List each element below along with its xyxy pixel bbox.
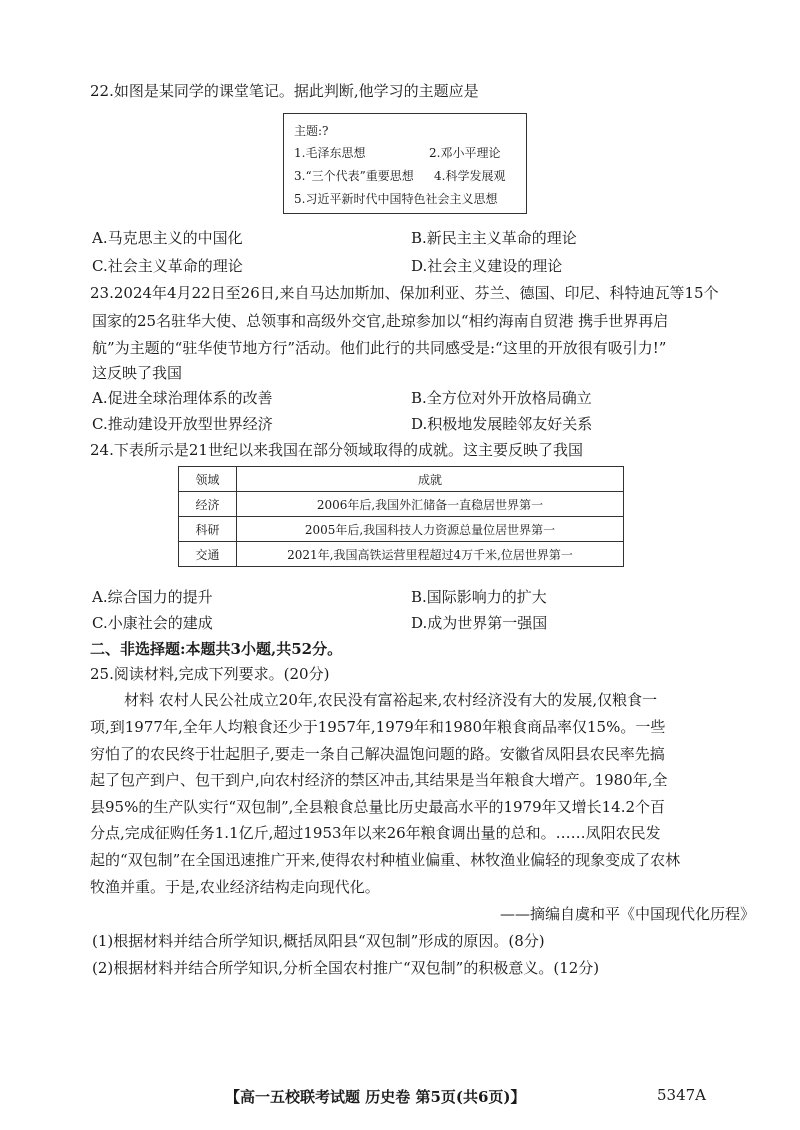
- q22-option-b: B.新民主主义革命的理论: [411, 229, 577, 247]
- q23-option-a: A.促进全球治理体系的改善: [92, 389, 273, 407]
- table-cell: 2005年后,我国科技人力资源总量位居世界第一: [237, 517, 624, 542]
- q23-option-b: B.全方位对外开放格局确立: [411, 389, 592, 407]
- table-header-row: [179, 467, 624, 492]
- q24-stem: 24.下表所示是21世纪以来我国在部分领域取得的成就。这主要反映了我国: [90, 441, 583, 459]
- table-cell: 交通: [179, 542, 237, 567]
- footer-title: 【高一五校联考试题 历史卷 第5页(共6页)】: [225, 1088, 526, 1106]
- table-cell: 2021年,我国高铁运营里程超过4万千米,位居世界第一: [237, 542, 624, 567]
- achievement-table: [178, 466, 624, 567]
- q24-option-b: B.国际影响力的扩大: [411, 588, 547, 606]
- q23-stem-line: 这反映了我国: [92, 364, 183, 382]
- table-header-cell: 领域: [179, 467, 237, 492]
- q25-stem: 25.阅读材料,完成下列要求。(20分): [90, 665, 330, 683]
- table-cell: 经济: [179, 492, 237, 517]
- q23-stem-line: 航”为主题的“驻华使节地方行”活动。他们此行的共同感受是:“这里的开放很有吸引力!”: [92, 339, 667, 357]
- material-line: 县95%的生产队实行“双包制”,全县粮食总量比历史最高水平的1979年又增长14.2个百: [90, 798, 666, 816]
- q23-stem-line: 23.2024年4月22日至26日,来自马达加斯加、保加利亚、芬兰、德国、印尼、科特迪瓦等15个: [90, 284, 719, 302]
- q23-option-d: D.积极地发展睦邻友好关系: [411, 415, 593, 433]
- material-line: 项,到1977年,全年人均粮食还少于1957年,1979年和1980年粮食商品率仅15%。一些: [90, 718, 666, 736]
- table-row: [179, 492, 624, 517]
- material-line: 穷怕了的农民终于壮起胆子,要走一条自己解决温饱问题的路。安徽省凤阳县农民率先搞: [90, 745, 665, 763]
- q23-stem-line: 国家的25名驻华大使、总领事和高级外交官,赴琼参加以“相约海南自贸港 携手世界再启: [92, 312, 669, 330]
- q24-option-c: C.小康社会的建成: [92, 614, 213, 632]
- table-header-cell: 成就: [237, 467, 624, 492]
- q25-sub-question: (2)根据材料并结合所学知识,分析全国农村推广“双包制”的积极意义。(12分): [92, 959, 600, 977]
- q23-option-c: C.推动建设开放型世界经济: [92, 415, 273, 433]
- q22-option-c: C.社会主义革命的理论: [92, 257, 243, 275]
- note-title: 主题:?: [294, 124, 329, 138]
- q24-option-a: A.综合国力的提升: [92, 588, 213, 606]
- section-heading: 二、非选择题:本题共3小题,共52分。: [90, 640, 343, 658]
- q24-option-d: D.成为世界第一强国: [411, 614, 548, 632]
- q22-option-d: D.社会主义建设的理论: [411, 257, 563, 275]
- material-line: 起的“双包制”在全国迅速推广开来,使得农村种植业偏重、林牧渔业偏轻的现象变成了农林: [90, 851, 681, 869]
- q25-sub-question: (1)根据材料并结合所学知识,概括凤阳县“双包制”形成的原因。(8分): [92, 932, 545, 950]
- q22-option-a: A.马克思主义的中国化: [92, 229, 243, 247]
- note-item: 3.“三个代表”重要思想: [294, 169, 414, 183]
- footer-code: 5347A: [657, 1086, 707, 1104]
- table-row: [179, 517, 624, 542]
- q22-stem: 22.如图是某同学的课堂笔记。据此判断,他学习的主题应是: [90, 82, 479, 100]
- note-item: 4.科学发展观: [434, 169, 506, 183]
- class-note-box: [283, 113, 527, 214]
- material-line: 材料 农村人民公社成立20年,农民没有富裕起来,农村经济没有大的发展,仅粮食一: [124, 691, 658, 709]
- note-item: 1.毛泽东思想: [294, 146, 366, 160]
- table-cell: 科研: [179, 517, 237, 542]
- material-line: 起了包产到户、包干到户,向农村经济的禁区冲击,其结果是当年粮食大增产。1980年,全: [90, 771, 668, 789]
- note-item: 5.习近平新时代中国特色社会主义思想: [294, 192, 498, 206]
- table-cell: 2006年后,我国外汇储备一直稳居世界第一: [237, 492, 624, 517]
- material-source: ——摘编自虞和平《中国现代化历程》: [500, 905, 756, 923]
- material-line: 牧渔并重。于是,农业经济结构走向现代化。: [90, 878, 380, 896]
- note-item: 2.邓小平理论: [429, 146, 501, 160]
- table-row: [179, 542, 624, 567]
- material-line: 分点,完成征购任务1.1亿斤,超过1953年以来26年粮食调出量的总和。……凤阳农民发: [90, 824, 661, 842]
